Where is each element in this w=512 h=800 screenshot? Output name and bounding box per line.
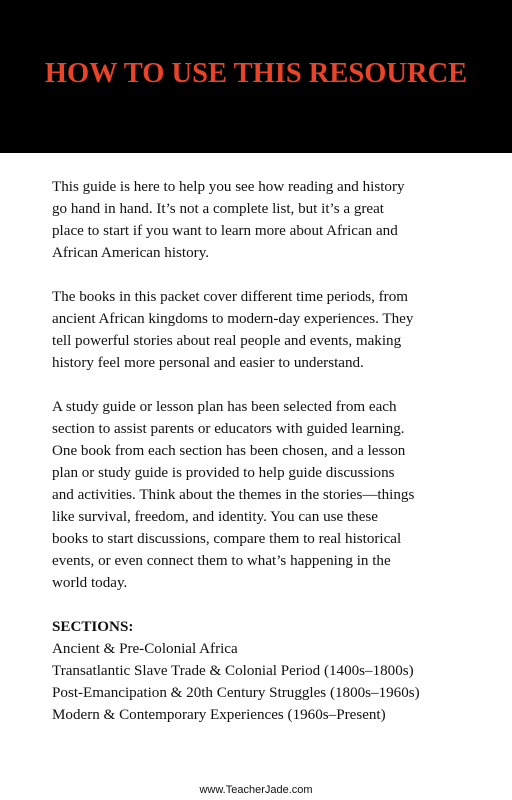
paragraph-line: section to assist parents or educators with guided learning. xyxy=(52,421,405,437)
section-item-slave-trade: Transatlantic Slave Trade & Colonial Period (1400s–1800s) xyxy=(52,663,414,679)
sections-list xyxy=(52,616,472,726)
paragraph-line: go hand in hand. It’s not a complete list, but it’s a great xyxy=(52,201,384,217)
paragraph-line: place to start if you want to learn more about African and xyxy=(52,223,398,239)
paragraph-line: events, or even connect them to what’s happening in the xyxy=(52,553,391,569)
section-item-modern: Modern & Contemporary Experiences (1960s–Present) xyxy=(52,707,386,723)
page-title: HOW TO USE THIS RESOURCE xyxy=(44,58,468,89)
section-item-post-emancipation: Post-Emancipation & 20th Century Struggles (1800s–1960s) xyxy=(52,685,420,701)
footer-website: www.TeacherJade.com xyxy=(199,784,313,796)
section-item-ancient-africa: Ancient & Pre-Colonial Africa xyxy=(52,641,238,657)
paragraph-line: books to start discussions, compare them to real historical xyxy=(52,531,402,547)
paragraph-line: and activities. Think about the themes in the stories—things xyxy=(52,487,415,503)
paragraph-line: like survival, freedom, and identity. You can use these xyxy=(52,509,378,525)
study-guide-paragraph xyxy=(52,396,472,594)
paragraph-line: plan or study guide is provided to help guide discussions xyxy=(52,465,395,481)
sections-heading: SECTIONS: xyxy=(52,619,134,635)
paragraph-line: The books in this packet cover different time periods, from xyxy=(52,289,409,305)
intro-paragraph xyxy=(52,176,472,264)
body-content xyxy=(52,176,472,726)
paragraph-line: tell powerful stories about real people and events, making xyxy=(52,333,402,349)
header-banner xyxy=(0,0,512,153)
paragraph-line: world today. xyxy=(52,575,128,591)
paragraph-line: African American history. xyxy=(52,245,210,261)
paragraph-line: This guide is here to help you see how reading and history xyxy=(52,179,405,195)
paragraph-line: history feel more personal and easier to understand. xyxy=(52,355,364,371)
paragraph-line: A study guide or lesson plan has been selected from each xyxy=(52,399,397,415)
books-paragraph xyxy=(52,286,472,374)
paragraph-line: One book from each section has been chosen, and a lesson xyxy=(52,443,406,459)
paragraph-line: ancient African kingdoms to modern-day experiences. They xyxy=(52,311,414,327)
